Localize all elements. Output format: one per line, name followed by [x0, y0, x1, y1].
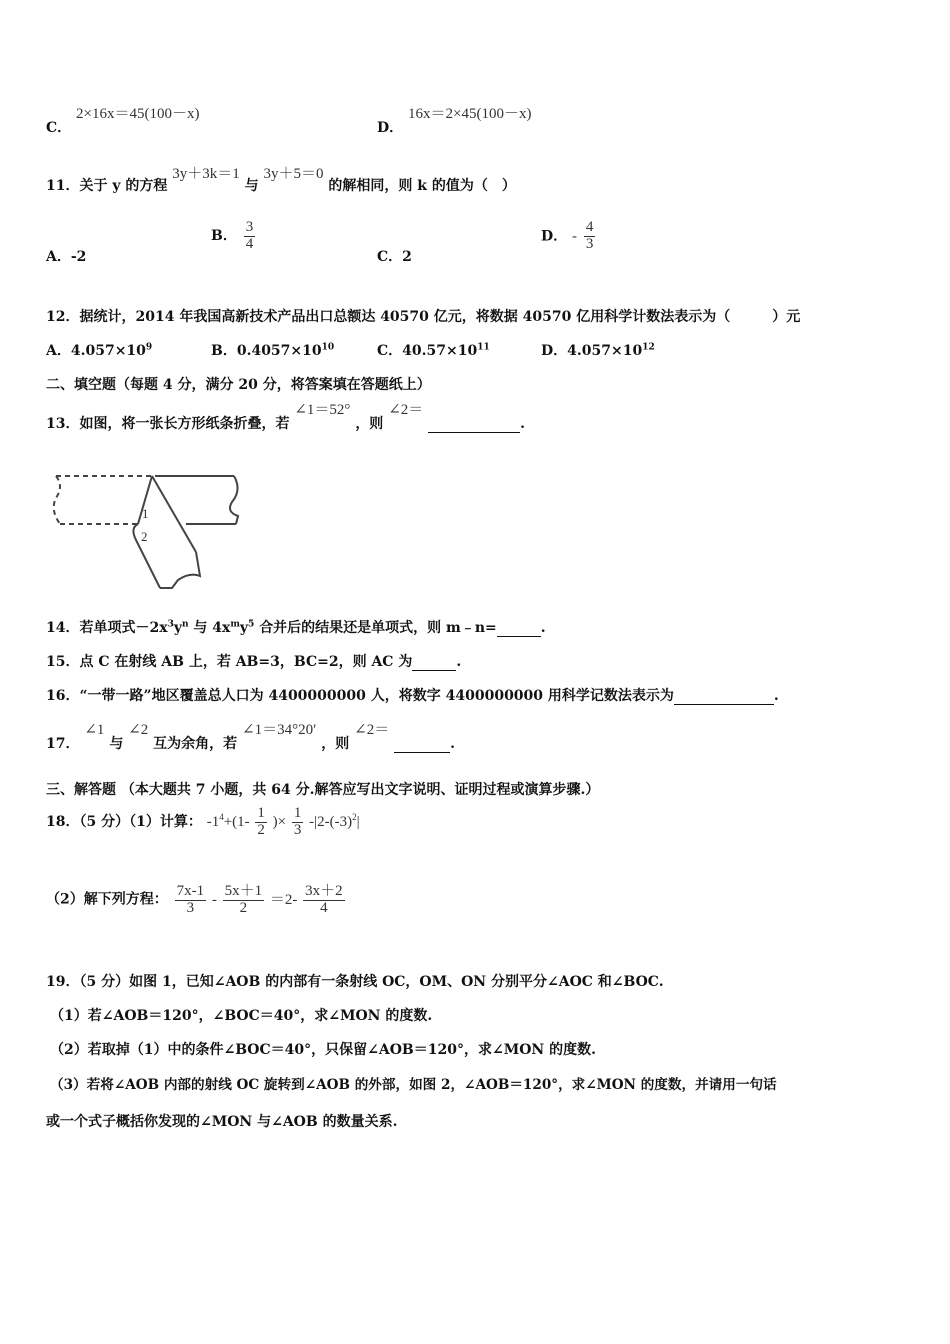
q11-stem: [46, 162, 516, 194]
fraction: $\frac{4}{3}$: [585, 219, 594, 252]
q17-stem: 17． ∠1 与 ∠2 互为余角，若 ∠1＝34°20′ ，则 ∠2＝ .: [46, 722, 455, 752]
equation-2: 3y＋5＝0: [263, 166, 324, 182]
q15-stem: 15．点 C 在射线 AB 上，若 AB=3，BC=2，则 AC 为 .: [46, 654, 462, 670]
stem-text: .: [520, 416, 526, 432]
fraction: $\frac{5x+1}{2}$: [224, 883, 263, 916]
angle-label-1: 1: [142, 506, 149, 521]
math-expression: 16x＝2×45(100－x): [408, 106, 532, 122]
strip-left-wavy-edge: [54, 476, 60, 524]
given-angle: ∠1＝34°20′: [242, 722, 317, 738]
stem-text: 的解相同，则 k 的值为（ ）: [328, 178, 516, 194]
option-label: B．: [211, 228, 237, 245]
strip-right-wavy-edge: [230, 476, 238, 524]
q19-part2: （2）若取掉（1）中的条件∠BOC＝40°，只保留∠AOB＝120°，求∠MON 的度数.: [50, 1042, 596, 1058]
q19-stem: 19．（5 分）如图 1，已知∠AOB 的内部有一条射线 OC，OM、ON 分别平分∠AOC 和∠BOC.: [46, 974, 664, 990]
fraction: $\frac{3x+2}{4}$: [305, 883, 343, 916]
folded-strip-figure: [48, 468, 248, 598]
fraction: $\frac{3}{4}$: [245, 219, 254, 252]
stem-text: （2）解下列方程：: [46, 891, 168, 908]
answer-blank: [428, 416, 520, 433]
q19-part1: （1）若∠AOB＝120°，∠BOC＝40°，求∠MON 的度数.: [50, 1008, 433, 1024]
asked-angle: ∠2＝: [388, 402, 424, 418]
q19-part3-line2: 或一个式子概括你发现的∠MON 与∠AOB 的数量关系.: [46, 1114, 398, 1130]
fraction: $\frac{1}{2}$: [257, 805, 265, 838]
minus-sign: -: [572, 228, 578, 245]
asked-angle: ∠2＝: [354, 722, 390, 738]
equation: $\frac{7x-1}{3}$ - $\frac{5x+1}{2}$ ＝2- $\frac{3x+2}{4}$: [176, 883, 343, 916]
angle-1: ∠1: [84, 722, 105, 738]
q14-stem: 14．若单项式$-2x^3y^n$ 与 $4x^my^5$ 合并后的结果还是单项式，则 m﹣n= .: [46, 619, 546, 636]
q10-option-c: [46, 102, 200, 136]
q12-option-b: B．$0.4057\times 10^{10}$: [211, 342, 335, 359]
option-label: D．: [377, 120, 404, 136]
q13-stem: [46, 398, 526, 432]
q11-option-c: C．2: [377, 249, 412, 265]
stem-text: ，则: [355, 416, 384, 432]
option-label: C．: [46, 120, 72, 136]
q12-stem: 12．据统计，2014 年我国高新技术产品出口总额达 40570 亿元，将数据 40570 亿用科学计数法表示为（ ）元: [46, 309, 801, 325]
stem-text: 18．（5 分）（1）计算：: [46, 813, 202, 830]
equation-1: 3y＋3k＝1: [172, 166, 240, 182]
q19-part3-line1: （3）若将∠AOB 内部的射线 OC 旋转到∠AOB 的外部，如图 2，∠AOB＝120°，求∠MON 的度数，并请用一句话: [50, 1077, 777, 1093]
fraction: $\frac{7x-1}{3}$: [176, 883, 205, 916]
fold-edge-diag: [152, 476, 196, 552]
answer-blank: [497, 620, 541, 637]
stem-text: 11．关于 y 的方程: [46, 178, 168, 194]
q12-option-d: D．$4.057\times 10^{12}$: [541, 342, 655, 359]
answer-blank: [394, 736, 450, 753]
section-3-heading: 三、解答题 （本大题共 7 小题，共 64 分.解答应写出文字说明、证明过程或演算步骤.）: [46, 782, 600, 798]
q12-option-a: A．$4.057\times 10^9$: [46, 342, 153, 359]
fraction: $\frac{1}{3}$: [293, 805, 302, 838]
given-angle: ∠1＝52°: [294, 402, 351, 418]
stem-text: 与: [244, 178, 259, 194]
angle-2: ∠2: [128, 722, 149, 738]
math-expression: $-1^4+(1-$ $\frac{1}{2}$ )× $\frac{1}{3}$ $-|2-(-3)^2|$: [206, 805, 360, 838]
folded-part-right: [160, 552, 200, 588]
q16-stem: 16．“一带一路”地区覆盖总人口为 4400000000 人，将数字 4400000000 用科学记数法表示为 .: [46, 688, 779, 704]
q18-part1: [46, 806, 360, 839]
q11-option-b: [211, 220, 257, 253]
answer-blank: [674, 688, 774, 705]
section-2-heading: 二、填空题（每题 4 分，满分 20 分，将答案填在答题纸上）: [46, 377, 431, 393]
stem-text: 13．如图，将一张长方形纸条折叠，若: [46, 416, 290, 432]
q12-option-c: C．$40.57\times 10^{11}$: [377, 342, 490, 359]
q10-option-d: [377, 102, 532, 136]
q11-option-d: [541, 220, 597, 253]
math-expression: 2×16x＝45(100－x): [76, 106, 200, 122]
angle-label-2: 2: [141, 529, 148, 544]
q11-option-a: A．-2: [46, 249, 87, 265]
answer-blank: [412, 654, 456, 671]
q18-part2: [46, 884, 347, 917]
option-label: D．: [541, 228, 568, 245]
